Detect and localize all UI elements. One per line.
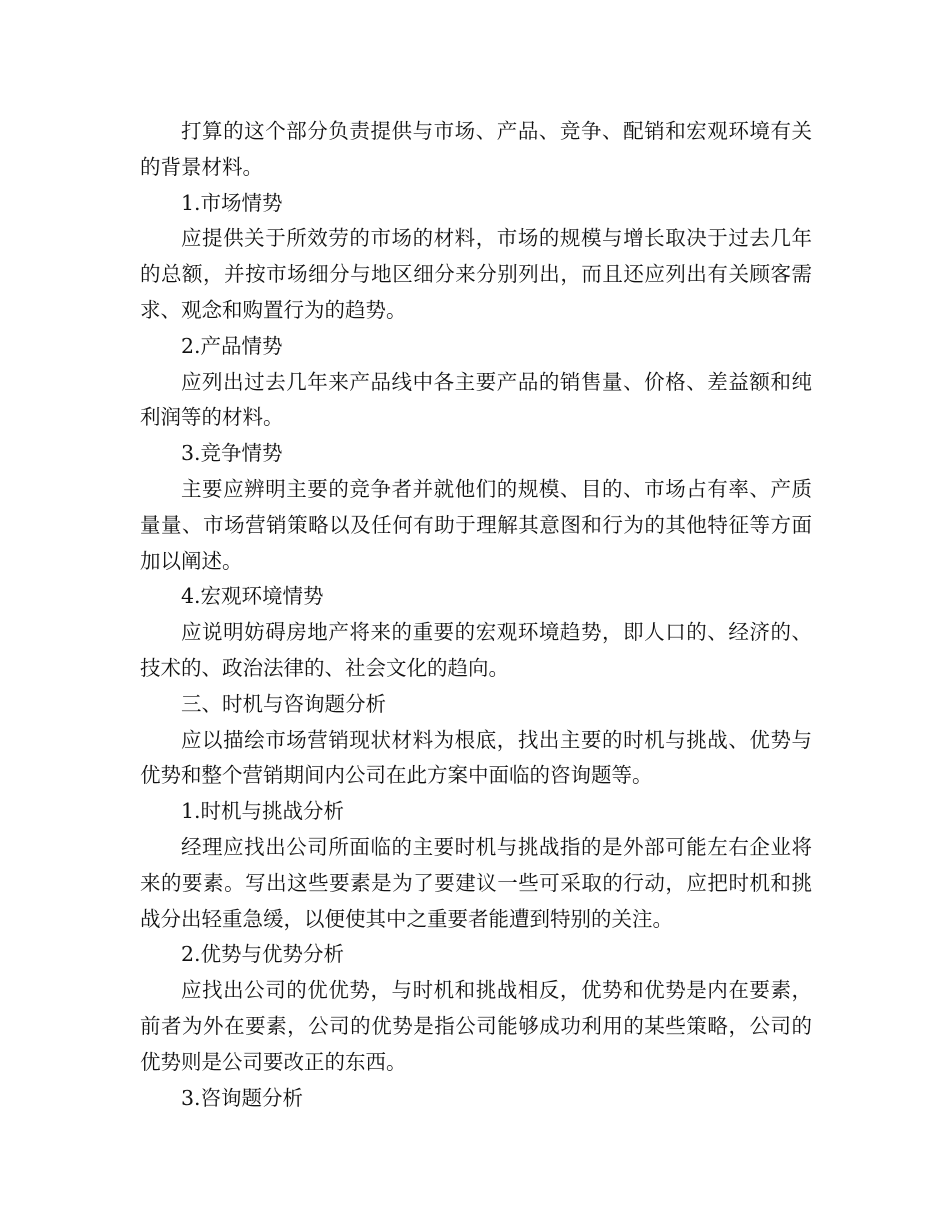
macro-environment-paragraph: 应说明妨碍房地产将来的重要的宏观环境趋势，即人口的、经济的、技术的、政治法律的、社会文化的趋向。 (140, 620, 812, 680)
section-heading-issue-analysis: 3.咨询题分析 (181, 1085, 304, 1110)
strength-analysis-paragraph: 应找出公司的优优势，与时机和挑战相反，优势和优势是内在要素，前者为外在要素，公司的优势是指公司能够成功利用的某些策略，公司的优势则是公司要改正的东西。 (140, 978, 812, 1074)
document-body (140, 114, 812, 1116)
section-heading-competition: 3.竞争情势 (181, 441, 283, 466)
opportunity-challenge-paragraph: 经理应找出公司所面临的主要时机与挑战指的是外部可能左右企业将来的要素。写出这些要素是为了要建议一些可采取的行动，应把时机和挑战分出轻重急缓，以便使其中之重要者能遭到特别的关注。 (140, 834, 812, 931)
section-heading-macro-environment: 4.宏观环境情势 (181, 584, 324, 609)
chapter-heading-opportunity-analysis: 三、时机与咨询题分析 (181, 691, 386, 716)
market-paragraph: 应提供关于所效劳的市场的材料，市场的规模与增长取决于过去几年的总额，并按市场细分与地区细分来分别列出，而且还应列出有关顾客需求、观念和购置行为的趋势。 (140, 226, 812, 322)
section-heading-market: 1.市场情势 (181, 190, 283, 215)
section-heading-strength-analysis: 2.优势与优势分析 (181, 942, 345, 967)
section-heading-opportunity-challenge: 1.时机与挑战分析 (181, 799, 345, 824)
intro-paragraph: 打算的这个部分负责提供与市场、产品、竞争、配销和宏观环境有关的背景材料。 (140, 119, 812, 179)
section-heading-product: 2.产品情势 (181, 333, 283, 358)
competition-paragraph: 主要应辨明主要的竞争者并就他们的规模、目的、市场占有率、产质量量、市场营销策略以及任何有助于理解其意图和行为的其他特征等方面加以阐述。 (140, 476, 812, 573)
opportunity-analysis-paragraph: 应以描绘市场营销现状材料为根底，找出主要的时机与挑战、优势与优势和整个营销期间内公司在此方案中面临的咨询题等。 (140, 727, 812, 788)
product-paragraph: 应列出过去几年来产品线中各主要产品的销售量、价格、差益额和纯利润等的材料。 (140, 369, 812, 430)
